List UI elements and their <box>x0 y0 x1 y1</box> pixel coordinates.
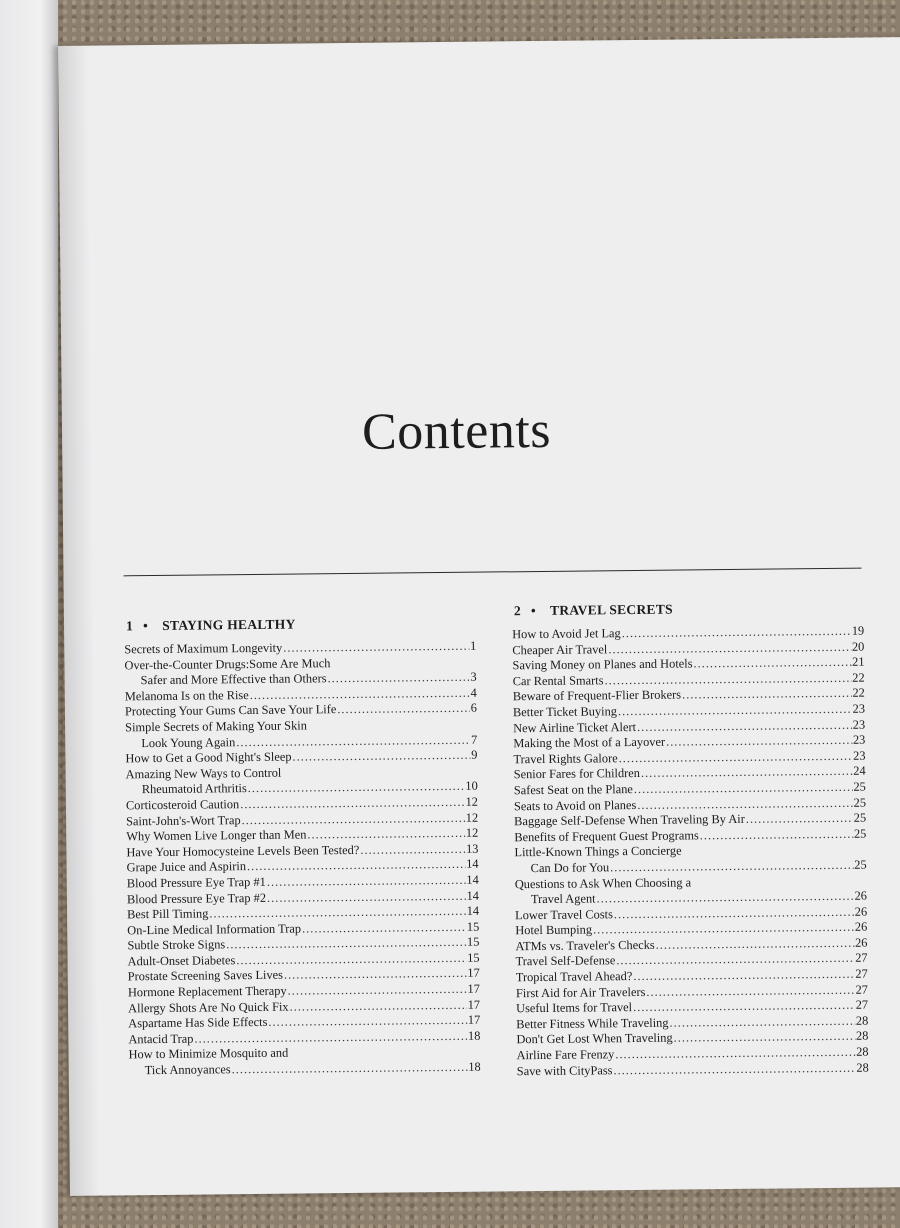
dot-leader <box>610 858 853 876</box>
page-number: 18 <box>468 1059 481 1074</box>
page-number: 27 <box>855 951 868 966</box>
entry-title: Prostate Screening Saves Lives <box>127 968 284 984</box>
entry-title: On-Line Medical Information Trap <box>127 921 302 938</box>
toc-entry <box>514 842 866 877</box>
dot-leader <box>302 919 466 936</box>
page-number: 6 <box>470 701 478 716</box>
entry-title: First Aid for Air Travelers <box>515 984 646 1000</box>
page-number: 25 <box>853 810 867 825</box>
toc-entry <box>128 1044 480 1079</box>
entry-title: Better Ticket Buying <box>512 704 618 720</box>
entry-title: Travel Rights Galore <box>513 750 618 767</box>
page-number: 22 <box>852 685 865 701</box>
entry-title: Saint-John's-Wort Trap <box>126 812 241 828</box>
entry-title: Why Women Live Longer than Men <box>126 827 307 844</box>
page-number: 26 <box>854 919 868 934</box>
page-number: 15 <box>466 934 480 950</box>
page-number: 23 <box>853 748 866 763</box>
entry-title: Antacid Trap <box>128 1031 194 1047</box>
dot-leader <box>746 811 853 828</box>
page-number: 12 <box>465 810 479 825</box>
entry-title: Cheaper Air Travel <box>512 641 608 657</box>
entry-title: Grape Juice and Aspirin <box>126 859 247 875</box>
page-number: 12 <box>465 794 479 809</box>
entry-title: Secrets of Maximum Longevity <box>124 640 283 657</box>
entry-title: Best Pill Timing <box>127 906 209 922</box>
page-number: 22 <box>852 670 865 685</box>
page-number: 1 <box>470 638 477 653</box>
dot-leader <box>327 670 469 687</box>
dot-leader <box>360 842 465 859</box>
page-number: 27 <box>855 966 868 981</box>
entry-title: Beware of Frequent-Flier Brokers <box>512 687 682 704</box>
chapter-title: TRAVEL SECRETS <box>549 601 673 618</box>
chapter-heading <box>126 615 476 635</box>
page-number: 28 <box>855 1013 869 1028</box>
entry-title: Tick Annoyances <box>144 1062 231 1078</box>
entry-title: Don't Get Lost When Traveling <box>516 1031 673 1047</box>
entry-title: Seats to Avoid on Planes <box>513 797 637 813</box>
toc-entries <box>124 639 481 1079</box>
entry-title: How to Get a Good Night's Sleep <box>125 749 292 766</box>
dot-leader <box>693 655 851 672</box>
entry-title: Protecting Your Gums Can Save Your Life <box>124 702 337 719</box>
page-number: 17 <box>467 1012 481 1028</box>
entry-title: Hormone Replacement Therapy <box>127 983 287 1000</box>
page-number: 15 <box>467 950 480 965</box>
dot-leader <box>700 826 853 843</box>
page-number: 27 <box>855 982 868 997</box>
entry-title: Little-Known Things a Concierge <box>514 843 682 860</box>
entry-title: Allergy Shots Are No Quick Fix <box>128 999 289 1015</box>
dot-leader <box>682 686 851 703</box>
page-number: 20 <box>851 639 865 654</box>
page-number: 26 <box>854 904 868 919</box>
book-page <box>58 37 900 1196</box>
page-number: 14 <box>466 903 480 918</box>
page-number: 28 <box>855 1029 869 1044</box>
entry-title: Saving Money on Planes and Hotels <box>512 656 693 673</box>
entry-title: Adult-Onset Diabetes <box>127 953 236 969</box>
page-number: 26 <box>854 935 868 950</box>
page-number: 27 <box>855 997 869 1012</box>
toc-entry <box>125 717 477 752</box>
entry-title: Rheumatoid Arthritis <box>141 781 247 797</box>
chapter-heading <box>514 600 864 620</box>
entry-title: Making the Most of a Layover <box>513 734 666 751</box>
toc-entry <box>515 873 867 908</box>
dot-leader <box>613 1060 855 1078</box>
page-number: 24 <box>853 763 866 779</box>
page-number: 26 <box>854 888 868 903</box>
entry-title: Have Your Homocysteine Levels Been Tested? <box>126 842 360 860</box>
page-number: 25 <box>854 857 867 872</box>
page-number: 13 <box>465 841 479 856</box>
entry-title: Look Young Again <box>141 734 236 750</box>
entry-title: Senior Fares for Children <box>513 766 641 782</box>
entry-title: Melanoma Is on the Rise <box>124 687 249 704</box>
page-number: 23 <box>852 701 866 716</box>
page-number: 14 <box>466 888 479 903</box>
page-number: 14 <box>466 872 479 887</box>
dot-leader <box>283 639 469 657</box>
toc-entry <box>126 763 478 798</box>
page-number: 19 <box>851 623 865 638</box>
toc-entry <box>517 1060 869 1079</box>
entry-title: Travel Agent <box>530 891 596 907</box>
toc-entry <box>124 654 476 689</box>
page-number: 17 <box>467 966 480 981</box>
page-number: 17 <box>467 981 480 996</box>
entry-title: Simple Secrets of Making Your Skin <box>125 718 307 735</box>
entry-row <box>129 1060 481 1079</box>
page-number: 9 <box>471 747 478 762</box>
page-number: 17 <box>467 997 481 1012</box>
chapter-column-1 <box>124 615 481 1079</box>
page-number: 4 <box>470 685 477 700</box>
entry-title: Hotel Bumping <box>515 922 593 938</box>
page-number: 25 <box>853 826 867 841</box>
dot-leader <box>194 1029 467 1047</box>
chapter-column-2 <box>512 600 869 1080</box>
dot-leader <box>337 701 470 718</box>
page-number: 12 <box>465 825 479 840</box>
entry-title: ATMs vs. Traveler's Checks <box>515 937 655 954</box>
entry-title: Amazing New Ways to Control <box>125 765 282 782</box>
page-number: 25 <box>853 779 866 794</box>
entry-title: Safest Seat on the Plane <box>513 781 633 798</box>
entry-title: Baggage Self-Defense When Traveling By Air <box>514 811 745 829</box>
entry-title: Questions to Ask When Choosing a <box>514 874 692 891</box>
page-title: Contents <box>361 401 552 461</box>
entry-title: Can Do for You <box>530 860 610 876</box>
page-number: 18 <box>467 1028 481 1043</box>
entry-title: Corticosteroid Caution <box>125 797 240 813</box>
entry-title: New Airline Ticket Alert <box>513 719 637 735</box>
bullet-icon: • <box>530 603 537 619</box>
entry-title: Travel Self-Defense <box>515 953 616 969</box>
entry-title: Car Rental Smarts <box>512 673 604 689</box>
entry-title: Lower Travel Costs <box>515 906 613 922</box>
entry-title: Blood Pressure Eye Trap #1 <box>126 874 266 891</box>
left-page-edge <box>0 0 58 1228</box>
entry-row <box>517 1060 869 1079</box>
entry-title: How to Avoid Jet Lag <box>512 626 621 642</box>
page-number: 28 <box>856 1060 869 1075</box>
chapter-number: 1 <box>125 618 134 634</box>
dot-leader <box>292 748 470 765</box>
entry-title: Safer and More Effective than Others <box>140 671 327 688</box>
page-number: 21 <box>852 654 865 669</box>
page-number: 25 <box>853 795 867 810</box>
entry-title: How to Minimize Mosquito and <box>128 1046 289 1062</box>
entry-title: Subtle Stroke Signs <box>127 937 226 953</box>
dot-leader <box>232 1060 468 1078</box>
dot-leader <box>674 1029 856 1046</box>
entry-title: Over-the-Counter Drugs:Some Are Much <box>124 655 331 672</box>
page-number: 15 <box>466 919 480 934</box>
dot-leader <box>290 997 467 1014</box>
entry-title: Aspartame Has Side Effects <box>128 1015 268 1031</box>
entry-title: Better Fitness While Traveling <box>516 1015 669 1032</box>
page-number: 3 <box>470 669 477 684</box>
dot-leader <box>288 982 467 999</box>
toc-entries <box>512 624 869 1080</box>
entry-title: Airline Fare Frenzy <box>516 1047 615 1063</box>
chapter-number: 2 <box>513 603 522 619</box>
header-rule <box>124 568 862 577</box>
chapter-title: STAYING HEALTHY <box>162 616 296 633</box>
dot-leader <box>284 966 467 984</box>
entry-title: Save with CityPass <box>516 1062 613 1078</box>
page-number: 23 <box>852 732 866 747</box>
page-number: 14 <box>466 856 479 872</box>
page-number: 10 <box>465 778 478 794</box>
entry-title: Useful Items for Travel <box>516 1000 633 1016</box>
page-number: 7 <box>471 732 478 747</box>
entry-title: Benefits of Frequent Guest Programs <box>514 828 699 844</box>
dot-leader <box>307 826 465 843</box>
page-number: 23 <box>852 717 866 732</box>
page-number: 28 <box>856 1044 869 1059</box>
entry-title: Tropical Travel Ahead? <box>515 969 633 985</box>
bullet-icon: • <box>143 618 149 634</box>
entry-title: Blood Pressure Eye Trap #2 <box>126 890 267 906</box>
